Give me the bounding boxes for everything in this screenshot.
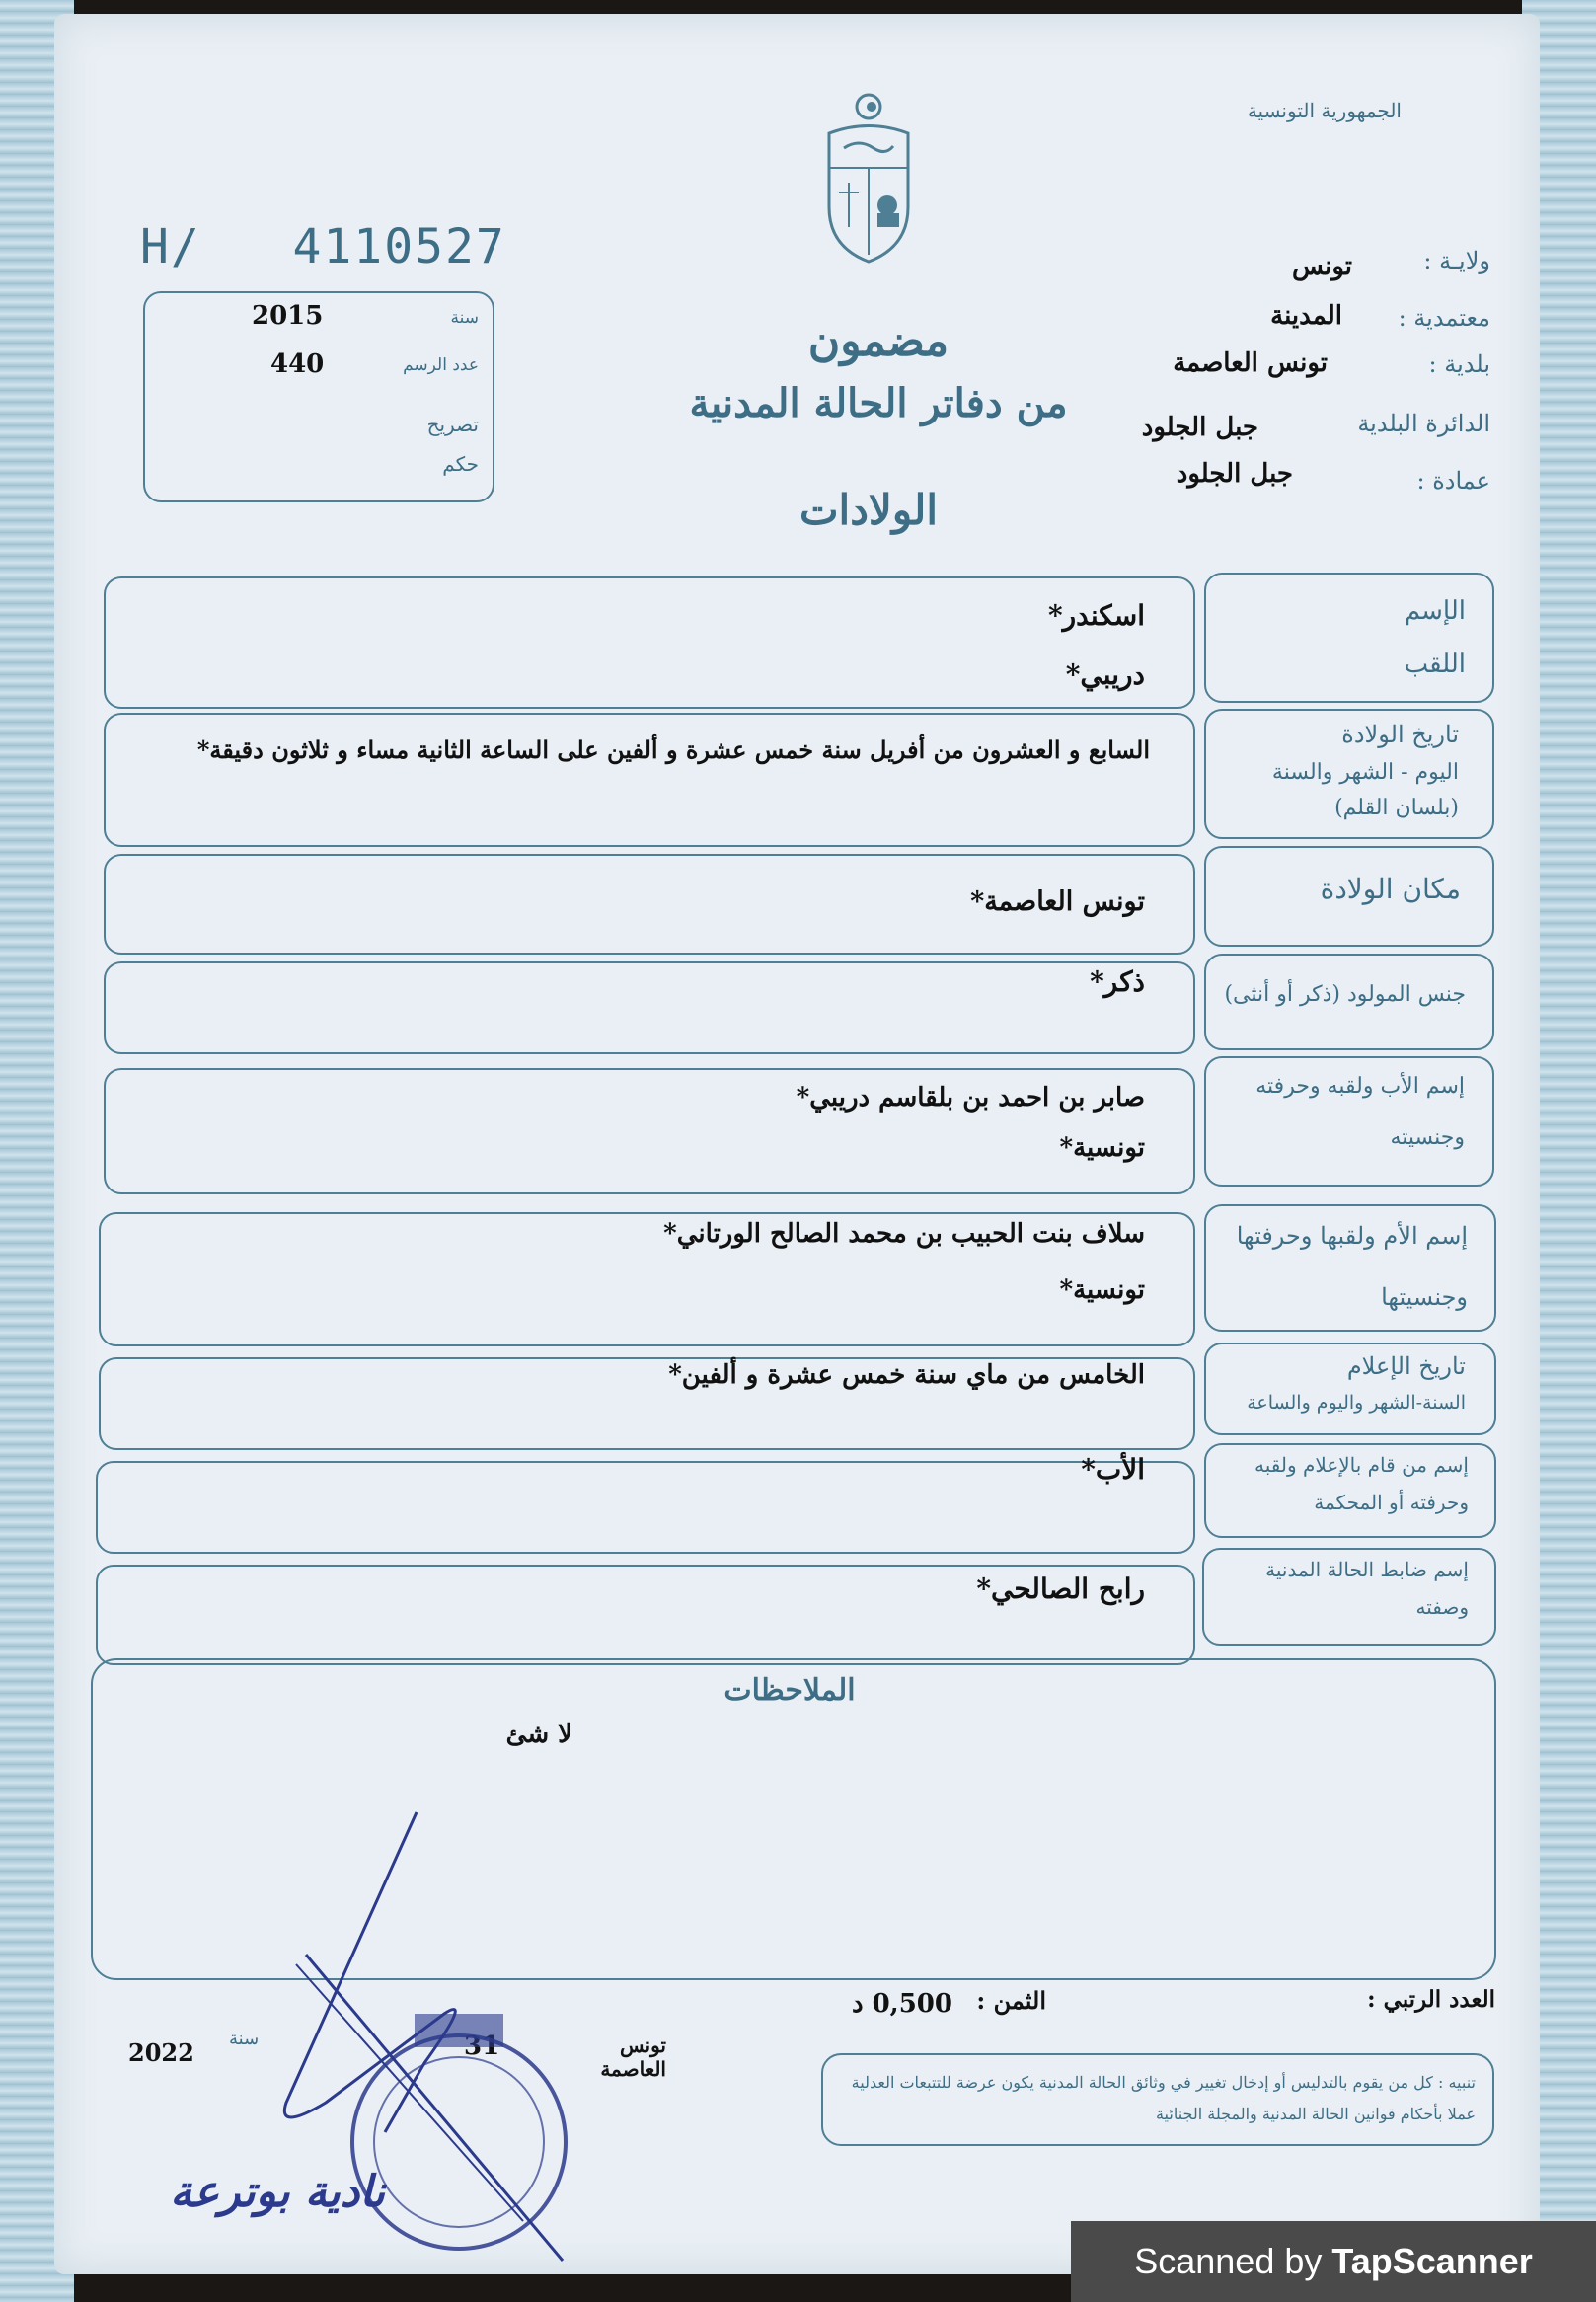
birth-date-label: تاريخ الولادة xyxy=(1341,721,1459,748)
price-value: 0,500 د xyxy=(851,1989,952,2019)
wilaya-label: ولايـة : xyxy=(1423,247,1490,274)
registration-year-label: سنة xyxy=(450,308,479,328)
title-registers: من دفاتر الحالة المدنية xyxy=(689,380,1068,426)
birth-date-value-box xyxy=(104,713,1195,847)
registration-year-value: 2015 xyxy=(252,301,324,331)
declarant-value: الأب* xyxy=(1081,1453,1145,1486)
reference-number-label: العدد الرتبي : xyxy=(1367,1986,1495,2013)
notes-value: لا شئ xyxy=(505,1720,572,1749)
birth-place-label: مكان الولادة xyxy=(1320,873,1461,905)
father-nationality-value: تونسية* xyxy=(1059,1133,1145,1163)
declaration-label: تصريح xyxy=(426,413,479,436)
sex-value: ذكر* xyxy=(1090,965,1145,998)
surname-value: دريبي* xyxy=(1065,658,1145,691)
name-value: اسكندر* xyxy=(1047,599,1145,632)
declarant-label: إسم من قام بالإعلام ولقبه xyxy=(1254,1453,1469,1477)
mother-sublabel: وجنسيتها xyxy=(1381,1283,1468,1311)
delegation-value: المدينة xyxy=(1270,301,1342,331)
father-sublabel: وجنسيته xyxy=(1390,1125,1465,1150)
wilaya-value: تونس xyxy=(1291,252,1352,281)
issue-year-value: 2022 xyxy=(128,2038,194,2067)
imada-value: جبل الجلود xyxy=(1176,459,1293,489)
birth-date-note: (بلسان القلم) xyxy=(1334,796,1459,820)
municipal-district-label: الدائرة البلدية xyxy=(1357,410,1490,437)
issue-city: تونس العاصمة xyxy=(600,2033,666,2081)
scanner-watermark xyxy=(1071,2221,1596,2302)
declaration-date-sublabel: السنة-الشهر واليوم والساعة xyxy=(1247,1392,1466,1414)
issue-year-label: سنة xyxy=(229,2029,260,2049)
declaration-date-value: الخامس من ماي سنة خمس عشرة و ألفين* xyxy=(668,1360,1145,1390)
birth-date-value: السابع و العشرون من أفريل سنة خمس عشرة و ألفين على الساعة الثانية مساء و ثلاثون دقيقة* xyxy=(196,735,1150,764)
officer-label: إسم ضابط الحالة المدنية xyxy=(1265,1558,1469,1581)
serial-number: H/ 4110527 xyxy=(140,219,506,274)
title-births: الولادات xyxy=(798,486,939,534)
tunisia-coat-of-arms-icon xyxy=(814,89,923,267)
officer-sublabel: وصفته xyxy=(1415,1595,1469,1619)
judgment-label: حكم xyxy=(442,452,479,476)
municipal-district-value: جبل الجلود xyxy=(1141,413,1258,442)
municipality-value: تونس العاصمة xyxy=(1173,348,1328,378)
registration-number-value: 440 xyxy=(270,349,325,379)
father-label: إسم الأب ولقبه وحرفته xyxy=(1255,1074,1465,1099)
price-label: الثمن : xyxy=(976,1986,1046,2015)
officer-value: رابح الصالحي* xyxy=(976,1573,1145,1605)
name-label: الإسم xyxy=(1404,596,1466,626)
surname-label: اللقب xyxy=(1404,650,1466,679)
name-label-box xyxy=(1204,573,1494,703)
declarant-sublabel: وحرفته أو المحكمة xyxy=(1314,1491,1469,1514)
declaration-date-label: تاريخ الإعلام xyxy=(1346,1352,1466,1380)
municipality-label: بلدية : xyxy=(1428,350,1490,378)
birth-place-value: تونس العاصمة* xyxy=(970,886,1145,917)
watermark-prefix: Scanned by xyxy=(1134,2241,1332,2281)
birth-date-sublabel: اليوم - الشهر والسنة xyxy=(1271,760,1459,785)
mother-value: سلاف بنت الحبيب بن محمد الصالح الورتاني* xyxy=(663,1219,1145,1249)
imada-label: عمادة : xyxy=(1416,467,1490,495)
watermark-brand: TapScanner xyxy=(1331,2241,1533,2281)
delegation-label: معتمدية : xyxy=(1398,304,1490,332)
mother-label: إسم الأم ولقبها وحرفتها xyxy=(1236,1222,1468,1250)
legal-warning: تنبيه : كل من يقوم بالتدليس أو إدخال تغيير في وثائق الحالة المدنية يكون عرضة للتتبعات العدلية عملا بأحكام قوانين الحالة المدنية والمجلة الجنائية xyxy=(851,2073,1476,2123)
sex-label: جنس المولود (ذكر أو أنثى) xyxy=(1224,982,1466,1007)
officer-stamp-name: نادية بوترعة xyxy=(170,2167,385,2217)
father-value: صابر بن احمد بن بلقاسم دريبي* xyxy=(796,1083,1145,1113)
title-extract: مضمون xyxy=(807,316,950,366)
republic-header: الجمهورية التونسية xyxy=(1247,99,1402,122)
mother-nationality-value: تونسية* xyxy=(1059,1275,1145,1305)
notes-label: الملاحظات xyxy=(723,1673,856,1708)
registration-number-label: عدد الرسم xyxy=(403,355,479,375)
